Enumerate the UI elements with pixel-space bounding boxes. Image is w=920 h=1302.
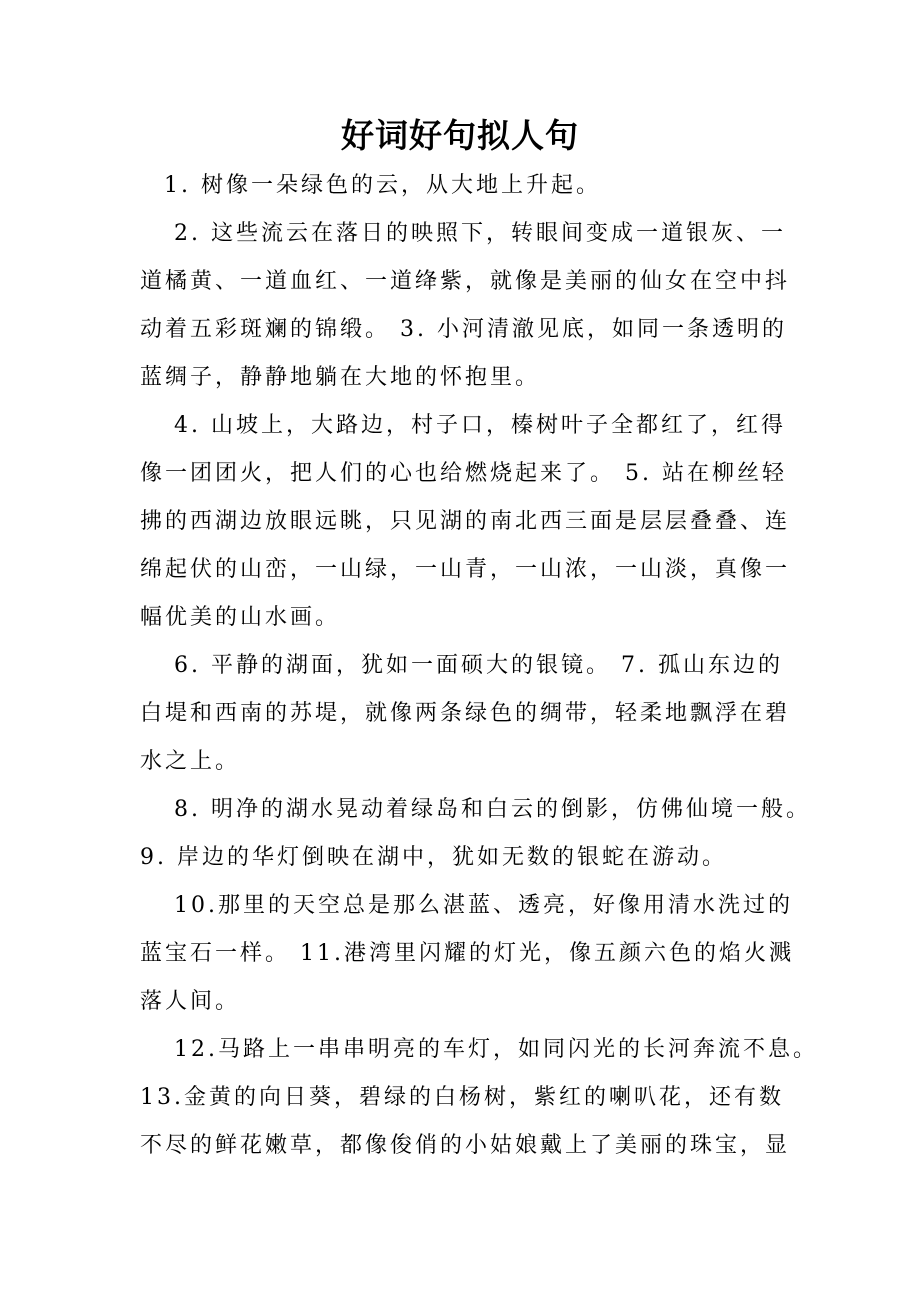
text-line: 像一团团火，把人们的心也给燃烧起来了。 5. 站在柳丝轻 [140, 461, 787, 486]
text-line: 拂的西湖边放眼远眺，只见湖的南北西三面是层层叠叠、连 [140, 509, 791, 534]
text-line: 8. 明净的湖水晃动着绿岛和白云的倒影，仿佛仙境一般。 [174, 797, 811, 822]
text-line: 9. 岸边的华灯倒映在湖中，犹如无数的银蛇在游动。 [140, 845, 727, 870]
text-line: 道橘黄、一道血红、一道绛紫，就像是美丽的仙女在空中抖 [140, 269, 791, 294]
document-title: 好词好句拟人句 [341, 116, 579, 155]
text-line: 蓝绸子，静静地躺在大地的怀抱里。 [140, 365, 541, 390]
text-line: 动着五彩斑斓的锦缎。 3. 小河清澈见底，如同一条透明的 [140, 317, 787, 342]
text-line: 1. 树像一朵绿色的云，从大地上升起。 [164, 173, 601, 198]
text-line: 不尽的鲜花嫩草，都像俊俏的小姑娘戴上了美丽的珠宝，显 [140, 1133, 791, 1158]
text-line: 水之上。 [140, 749, 241, 774]
text-line: 10.那里的天空总是那么湛蓝、透亮，好像用清水洗过的 [174, 893, 793, 918]
text-line: 13.金黄的向日葵，碧绿的白杨树，紫红的喇叭花，还有数 [140, 1085, 784, 1110]
text-line: 落人间。 [140, 989, 241, 1014]
text-line: 幅优美的山水画。 [140, 605, 341, 630]
text-line: 4. 山坡上，大路边，村子口，榛树叶子全都红了，红得 [174, 413, 786, 438]
text-line: 6. 平静的湖面，犹如一面硕大的银镜。 7. 孤山东边的 [174, 653, 783, 678]
text-line: 绵起伏的山峦，一山绿，一山青，一山浓，一山淡，真像一 [140, 557, 791, 582]
text-line: 白堤和西南的苏堤，就像两条绿色的绸带，轻柔地飘浮在碧 [140, 701, 791, 726]
text-line: 2. 这些流云在落日的映照下，转眼间变成一道银灰、一 [174, 221, 786, 246]
text-line: 蓝宝石一样。 11.港湾里闪耀的灯光，像五颜六色的焰火溅 [140, 941, 794, 966]
text-line: 12.马路上一串串明亮的车灯，如同闪光的长河奔流不息。 [174, 1037, 818, 1062]
